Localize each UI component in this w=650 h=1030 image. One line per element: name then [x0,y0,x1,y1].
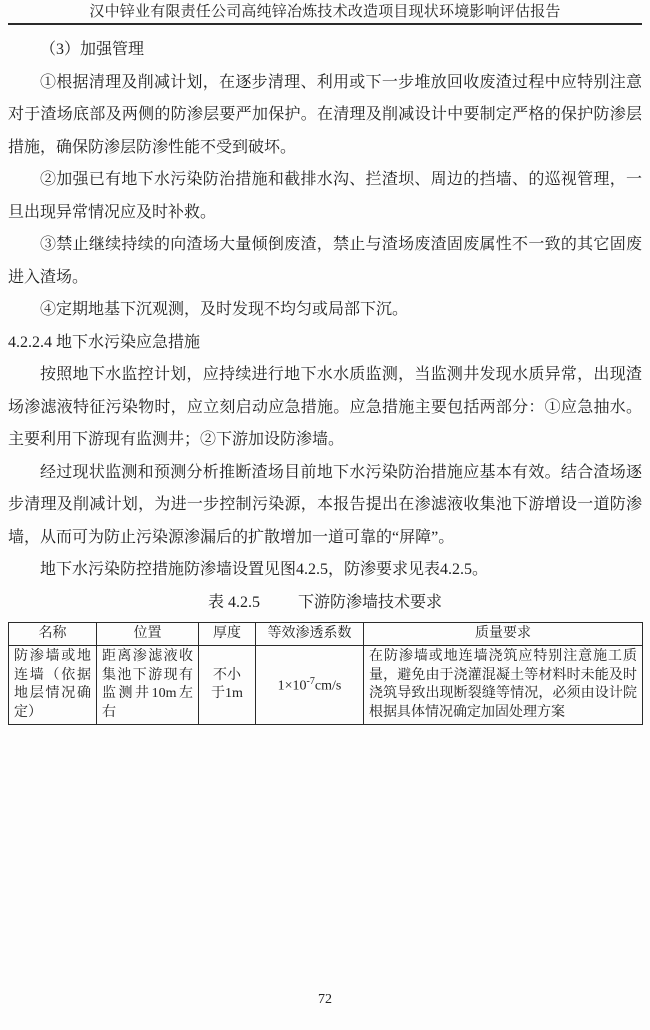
thickness-line: 不小 [213,667,241,683]
table-caption-title: 下游防渗墙技术要求 [298,593,443,611]
paragraph-7: 地下水污染防控措施防渗墙设置见图4.2.5，防渗要求见表4.2.5。 [40,561,489,578]
cell-thickness [199,646,256,725]
column-header-permeability: 等效渗透系数 [256,623,364,646]
table-row [9,646,643,725]
paragraph-5: 按照地下水监控计划，应持续进行地下水水质监测，当监测井发现水质异常，出现渣场渗滤液特征污染物时，应立刻启动应急措施。应急措施主要包括两部分：①应急抽水。主要利用下游现有监测井；②下游加设防渗墙。 [8,366,642,448]
table-header-row [9,623,643,646]
table-caption-label: 表 4.2.5 [207,593,260,611]
cell-permeability [256,646,364,725]
cell-position: 距离渗滤液收集池下游现有监测井10m左右 [97,646,199,725]
paragraph-2: ②加强已有地下水污染防治措施和截排水沟、拦渣坝、周边的挡墙、的巡视管理，一旦出现异常情况应及时补救。 [8,171,642,221]
page-footer [0,992,650,1008]
table-caption [8,587,642,620]
paragraph-3: ③禁止继续持续的向渣场大量倾倒废渣，禁止与渣场废渣固废属性不一致的其它固废进入渣场。 [8,236,642,286]
cell-name: 防渗墙或地连墙（依据地层情况确定） [9,646,97,725]
column-header-quality: 质量要求 [364,623,643,646]
paragraph-1: ①根据清理及削减计划，在逐步清理、利用或下一步堆放回收废渣过程中应特别注意对于渣场底部及两侧的防渗层要严加保护。在清理及削减设计中要制定严格的保护防渗层措施，确保防渗层防渗性能不受到破坏。 [8,73,642,156]
column-header-name: 名称 [9,623,97,646]
header-title: 汉中锌业有限责任公司高纯锌冶炼技术改造项目现状环境影响评估报告 [89,4,561,20]
thickness-line: 于1m [211,686,243,701]
document-body [8,25,642,587]
permeability-unit: cm/s [314,679,342,695]
paragraph-6: 经过现状监测和预测分析推断渣场目前地下水污染防治措施应基本有效。结合渣场逐步清理及削减计划，为进一步控制污染源，本报告提出在渗滤液收集池下游增设一道防渗墙，从而可为防止污染源渗漏后的扩散增加一道可靠的“屏障”。 [8,463,642,546]
section-4224-heading: 4.2.2.4 地下水污染应急措施 [8,333,201,351]
permeability-base: 1×10 [277,679,307,695]
page-header [0,0,650,25]
requirements-table [8,622,643,725]
column-header-position: 位置 [97,623,199,646]
page-number: 72 [318,992,332,1007]
column-header-thickness: 厚度 [199,623,256,646]
permeability-exponent: -7 [306,676,315,688]
cell-quality: 在防渗墙或地连墙浇筑应特别注意施工质量，避免由于浇灌混凝土等材料时未能及时浇筑导致出现断裂缝等情况，必须由设计院根据具体情况确定加固处理方案 [364,646,643,725]
section-3-heading: （3）加强管理 [40,41,145,58]
paragraph-4: ④定期地基下沉观测，及时发现不均匀或局部下沉。 [40,301,409,318]
